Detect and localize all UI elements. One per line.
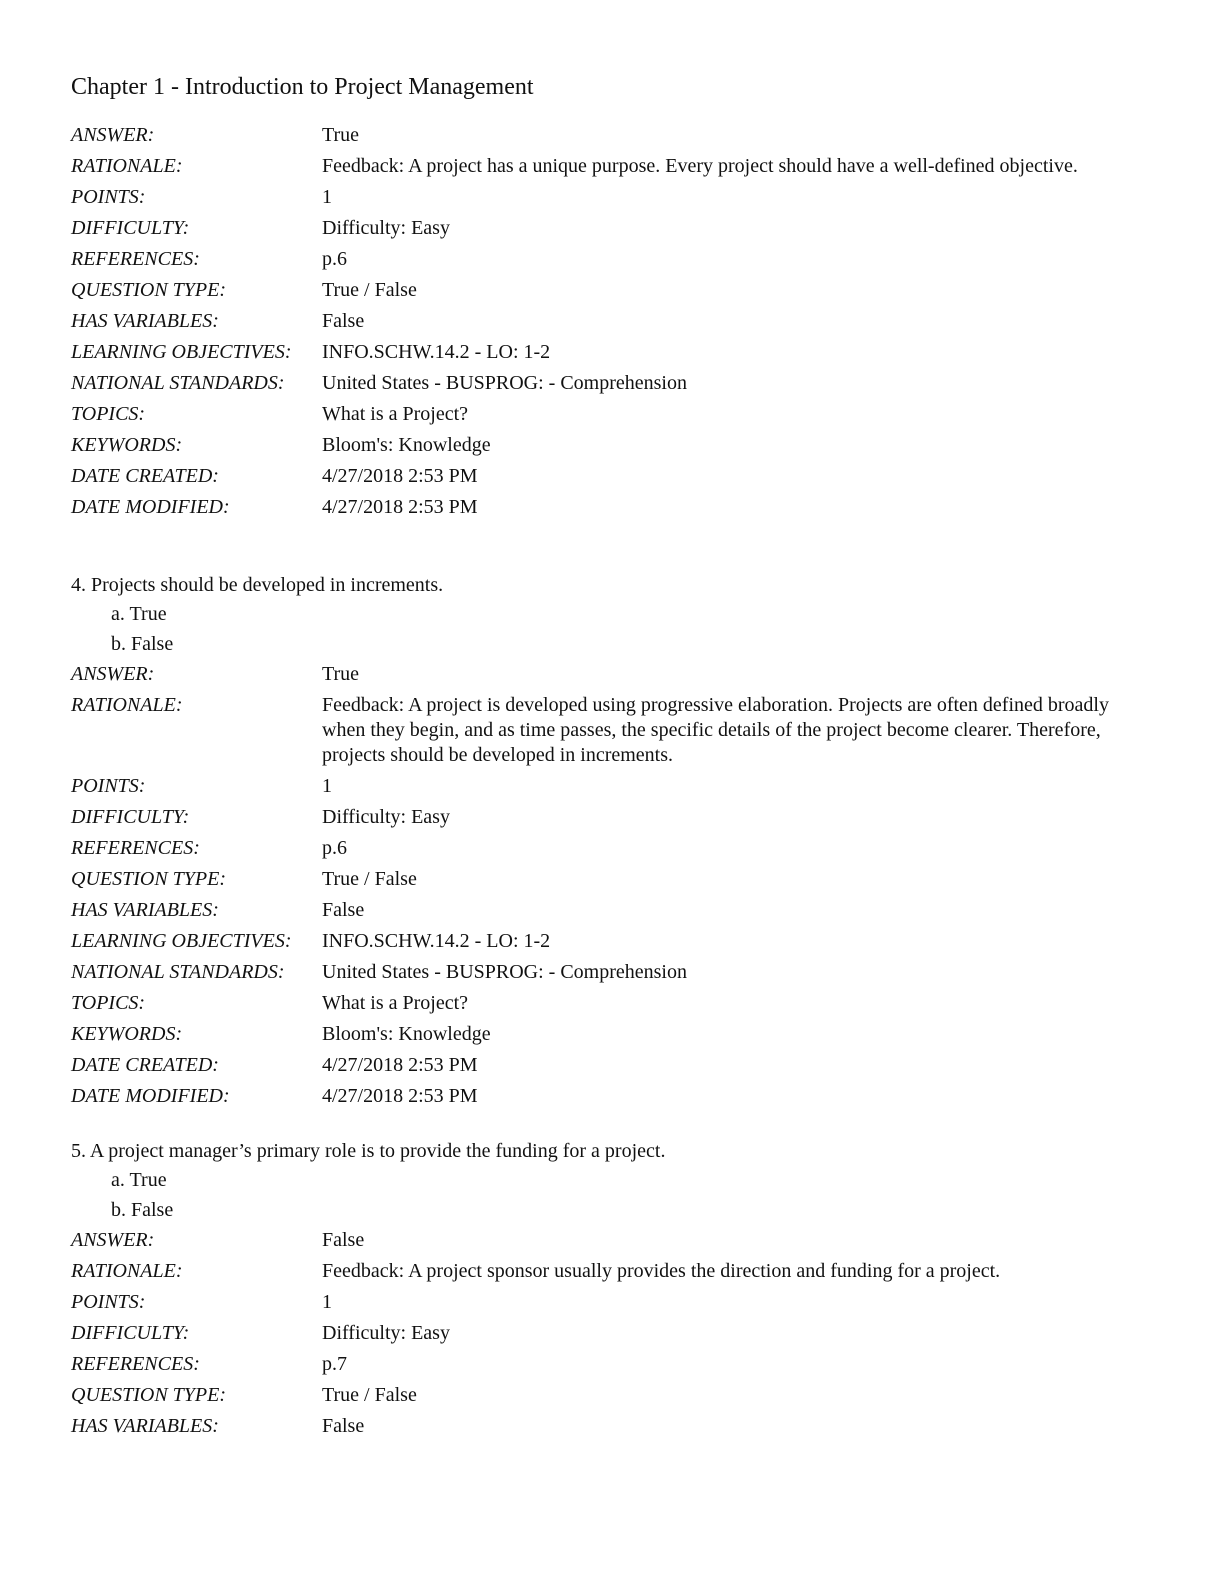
field-date-created xyxy=(71,464,1161,489)
field-has-variables xyxy=(71,1414,1161,1439)
field-topics xyxy=(71,402,1161,427)
field-value: False xyxy=(322,899,365,921)
field-label: TOPICS: xyxy=(71,992,146,1014)
field-label: DIFFICULTY: xyxy=(71,806,190,828)
field-value: Difficulty: Easy xyxy=(322,1322,450,1344)
field-label: KEYWORDS: xyxy=(71,1023,183,1045)
field-value: What is a Project? xyxy=(322,403,469,425)
field-points xyxy=(71,774,1161,799)
field-value: True / False xyxy=(322,279,417,301)
field-value: True xyxy=(322,124,360,146)
field-label: NATIONAL STANDARDS: xyxy=(71,372,285,394)
field-label: NATIONAL STANDARDS: xyxy=(71,961,285,983)
field-difficulty xyxy=(71,216,1161,241)
field-value: 4/27/2018 2:53 PM xyxy=(322,465,478,487)
field-date-modified xyxy=(71,1084,1161,1109)
field-label: RATIONALE: xyxy=(71,1260,183,1282)
field-value: United States - BUSPROG: - Comprehension xyxy=(322,372,687,394)
question-3-details xyxy=(71,123,1161,526)
field-learning-objectives xyxy=(71,340,1161,365)
field-topics xyxy=(71,991,1161,1016)
field-value: True / False xyxy=(322,1384,417,1406)
field-has-variables xyxy=(71,898,1161,923)
option-a: a. True xyxy=(111,1169,167,1191)
field-label: QUESTION TYPE: xyxy=(71,1384,227,1406)
field-value: 4/27/2018 2:53 PM xyxy=(322,496,478,518)
field-label: REFERENCES: xyxy=(71,248,200,270)
field-label: DATE MODIFIED: xyxy=(71,496,230,518)
field-references xyxy=(71,1352,1161,1377)
field-value: Feedback: A project has a unique purpose. Every project should have a well-defined objective. xyxy=(322,155,1078,177)
field-label: TOPICS: xyxy=(71,403,146,425)
field-label: POINTS: xyxy=(71,186,146,208)
field-rationale xyxy=(71,1259,1161,1284)
field-label: QUESTION TYPE: xyxy=(71,279,227,301)
field-label: DATE CREATED: xyxy=(71,1054,219,1076)
field-references xyxy=(71,247,1161,272)
field-value: Bloom's: Knowledge xyxy=(322,1023,491,1045)
field-label: DIFFICULTY: xyxy=(71,1322,190,1344)
field-rationale xyxy=(71,693,1161,768)
field-label: QUESTION TYPE: xyxy=(71,868,227,890)
field-label: REFERENCES: xyxy=(71,1353,200,1375)
field-rationale xyxy=(71,154,1161,179)
field-label: RATIONALE: xyxy=(71,155,183,177)
question-text: 4. Projects should be developed in increments. xyxy=(71,574,444,596)
field-points xyxy=(71,1290,1161,1315)
field-label: DATE CREATED: xyxy=(71,465,219,487)
field-value: Feedback: A project is developed using progressive elaboration. Projects are often defined broadly when they begin, and as time passes, the specific details of the project become clearer. Therefore, projects should be developed in increments. xyxy=(322,694,1109,766)
field-label: ANSWER: xyxy=(71,124,155,146)
page-title: Chapter 1 - Introduction to Project Management xyxy=(71,74,534,100)
field-national-standards xyxy=(71,371,1161,396)
field-question-type xyxy=(71,1383,1161,1408)
option-b: b. False xyxy=(111,633,174,655)
field-label: HAS VARIABLES: xyxy=(71,899,219,921)
field-value: 1 xyxy=(322,1291,332,1313)
field-value: True / False xyxy=(322,868,417,890)
field-value: True xyxy=(322,663,360,685)
field-has-variables xyxy=(71,309,1161,334)
field-value: 4/27/2018 2:53 PM xyxy=(322,1085,478,1107)
field-value: False xyxy=(322,310,365,332)
field-difficulty xyxy=(71,1321,1161,1346)
field-value: What is a Project? xyxy=(322,992,469,1014)
field-value: False xyxy=(322,1229,365,1251)
question-text: 5. A project manager’s primary role is to provide the funding for a project. xyxy=(71,1140,666,1162)
field-label: RATIONALE: xyxy=(71,694,183,716)
field-value: INFO.SCHW.14.2 - LO: 1-2 xyxy=(322,341,551,363)
field-date-modified xyxy=(71,495,1161,520)
field-value: United States - BUSPROG: - Comprehension xyxy=(322,961,687,983)
field-national-standards xyxy=(71,960,1161,985)
field-label: ANSWER: xyxy=(71,663,155,685)
field-label: HAS VARIABLES: xyxy=(71,310,219,332)
question-4 xyxy=(71,573,1161,1115)
field-value: 4/27/2018 2:53 PM xyxy=(322,1054,478,1076)
field-value: p.7 xyxy=(322,1353,347,1375)
field-keywords xyxy=(71,433,1161,458)
field-value: Difficulty: Easy xyxy=(322,806,450,828)
field-value: p.6 xyxy=(322,248,347,270)
field-label: REFERENCES: xyxy=(71,837,200,859)
field-label: HAS VARIABLES: xyxy=(71,1415,219,1437)
field-label: KEYWORDS: xyxy=(71,434,183,456)
field-date-created xyxy=(71,1053,1161,1078)
field-question-type xyxy=(71,278,1161,303)
field-value: Difficulty: Easy xyxy=(322,217,450,239)
field-value: False xyxy=(322,1415,365,1437)
field-answer xyxy=(71,123,1161,148)
field-points xyxy=(71,185,1161,210)
field-value: 1 xyxy=(322,775,332,797)
field-keywords xyxy=(71,1022,1161,1047)
field-label: DIFFICULTY: xyxy=(71,217,190,239)
field-label: ANSWER: xyxy=(71,1229,155,1251)
field-label: DATE MODIFIED: xyxy=(71,1085,230,1107)
field-label: LEARNING OBJECTIVES: xyxy=(71,930,292,952)
field-difficulty xyxy=(71,805,1161,830)
field-value: 1 xyxy=(322,186,332,208)
question-5 xyxy=(71,1139,1161,1445)
field-answer xyxy=(71,662,1161,687)
field-label: POINTS: xyxy=(71,775,146,797)
field-value: INFO.SCHW.14.2 - LO: 1-2 xyxy=(322,930,551,952)
field-value: Bloom's: Knowledge xyxy=(322,434,491,456)
option-a: a. True xyxy=(111,603,167,625)
field-value: p.6 xyxy=(322,837,347,859)
option-b: b. False xyxy=(111,1199,174,1221)
field-value: Feedback: A project sponsor usually provides the direction and funding for a project. xyxy=(322,1260,1001,1282)
field-answer xyxy=(71,1228,1161,1253)
field-learning-objectives xyxy=(71,929,1161,954)
field-label: POINTS: xyxy=(71,1291,146,1313)
field-references xyxy=(71,836,1161,861)
field-label: LEARNING OBJECTIVES: xyxy=(71,341,292,363)
field-question-type xyxy=(71,867,1161,892)
